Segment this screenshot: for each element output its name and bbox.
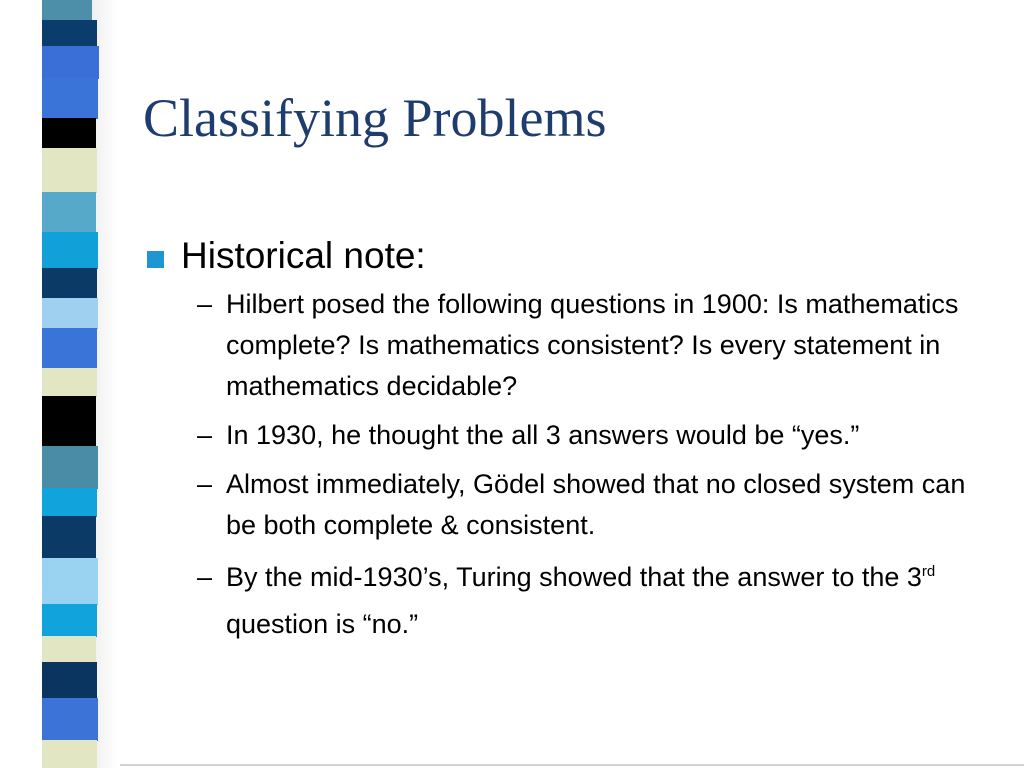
stripe-block xyxy=(42,46,99,79)
stripe-block xyxy=(42,636,96,663)
ordinal-superscript: rd xyxy=(921,563,936,580)
sub-bullet-text-after: question is “no.” xyxy=(226,609,419,639)
bullet-item xyxy=(143,228,1013,284)
stripe-block xyxy=(42,558,98,605)
sub-bullet-item xyxy=(143,554,986,648)
sub-bullet-item xyxy=(143,464,986,546)
sub-bullet-item xyxy=(143,284,986,407)
stripe-block xyxy=(42,698,98,741)
stripe-block xyxy=(42,662,97,699)
dash-bullet-icon: – xyxy=(197,469,213,499)
dash-bullet-icon: – xyxy=(197,562,213,592)
sub-bullet-text: Almost immediately, Gödel showed that no closed system can be both complete & consistent. xyxy=(226,469,966,540)
dash-bullet-icon: – xyxy=(197,420,213,450)
slide-title: Classifying Problems xyxy=(143,88,607,148)
stripe-block xyxy=(42,396,96,447)
sub-bullet-list xyxy=(143,284,1013,648)
sub-bullet-text: In 1930, he thought the all 3 answers would be “yes.” xyxy=(226,420,860,450)
stripe-block xyxy=(42,232,98,269)
stripe-block xyxy=(42,192,96,233)
dash-bullet-icon: – xyxy=(197,289,213,319)
stripe-block xyxy=(42,268,97,299)
sub-bullet-item xyxy=(143,415,986,456)
stripe-block xyxy=(42,118,96,149)
stripe-block xyxy=(42,446,98,489)
bottom-rule xyxy=(120,764,1024,766)
sub-bullet-text: Hilbert posed the following questions in 1900: Is mathematics complete? Is mathematics consistent? Is every statement in mathematics decidable? xyxy=(226,289,959,401)
stripe-block xyxy=(42,368,97,397)
stripe-block xyxy=(42,0,92,21)
stripe-block xyxy=(42,20,97,47)
stripe-block xyxy=(42,328,97,369)
square-bullet-icon xyxy=(147,251,164,268)
stripe-block xyxy=(42,78,98,119)
sub-bullet-text-before: By the mid-1930’s, Turing showed that the answer to the 3 xyxy=(226,562,922,592)
slide-body xyxy=(143,228,1013,656)
stripe-block xyxy=(42,604,97,637)
stripe-block xyxy=(42,740,97,768)
bullet-text: Historical note: xyxy=(181,235,426,276)
stripe-block xyxy=(42,516,96,559)
stripe-block xyxy=(42,488,97,517)
stripe-block xyxy=(42,298,98,329)
stripe-block xyxy=(42,148,97,193)
